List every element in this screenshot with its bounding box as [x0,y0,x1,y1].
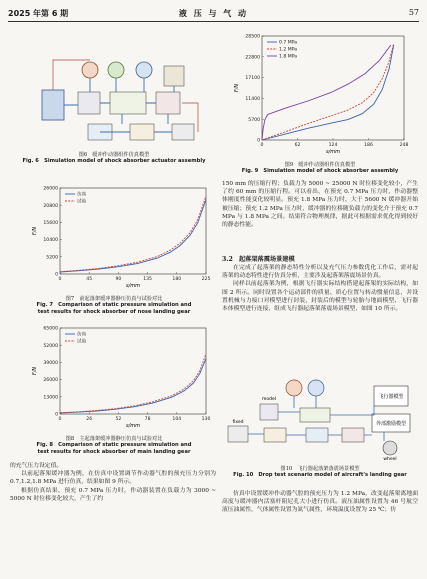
x-axis-label: s/mm [125,283,141,289]
valve-block [78,92,100,114]
gas-source-icon [286,380,302,396]
x-tick-label: 0 [58,277,62,282]
series-line [60,196,206,272]
left-para-0: 的充气压力设定值。 [10,463,63,469]
y-tick-label: 5200 [46,255,58,261]
legend-label: 1.8 MPa [279,54,298,60]
fig7-caption-en1: Fig. 7 Comparison of static pressure simulation and [36,302,192,309]
left-para-1: 以前起落架缓冲器为例，在仿真中设置调节作动器气腔的预充压力分别为 0.7,1.2,1.8 MPa 进行仿真，结果如图 9 所示。 [10,471,216,486]
fig8-caption [10,436,218,455]
legend-label: 1.2 MPa [279,47,298,53]
fig7-chart [30,182,214,294]
wheel-icon [383,441,397,455]
oil-source-icon [308,380,324,396]
x-tick-label: 225 [201,277,211,282]
y-tick-label: 26000 [43,378,58,384]
gas-source [108,62,124,78]
y-tick-label: 17100 [245,76,260,82]
right-column-text-top [222,180,418,229]
left-para-2: 根据仿真结果，预充 0.7 MPa 压力时，作动器装置在负载力为 3000 ~ 5000 N 时位移变化较大，产生了约 [10,487,216,502]
y-tick-label: 22800 [245,55,260,61]
fig6-caption [10,152,218,165]
y-tick-label: 20800 [43,203,58,209]
fig8-chart [30,322,214,434]
series-line [60,354,206,413]
y-tick-label: 65000 [43,326,58,332]
ground-label: fixed [232,420,244,425]
model-block [260,404,278,420]
x-tick-label: 62 [294,143,301,148]
sensor-block [164,66,184,86]
issue-label: 2025 年第 6 期 [8,9,69,18]
ground-block [228,426,248,442]
page-header [8,6,419,20]
y-tick-label: 28500 [245,34,260,40]
right-para-3: 仿真中设置缓冲作动器气腔的预充压力为 1.2 MPa，改变起落架离地面高度与缓冲器内活塞杆阻尼孔大小进行仿真。液压油属性设置为 46 号航空液压油属性，气体属性设置为氮气属性，环境温度设置为 25 ℃；仿 [222,491,418,514]
legend-label: 仿真 [77,192,87,198]
fig9-caption-cn: 图9 缓冲作动器组件仿真模型 [284,162,356,168]
page-number: 57 [408,8,419,17]
aero-block [264,428,286,442]
right-para-1: 在完成了起落架的静态特性分析以及充气压力参数优化工作后，需对起落架的动态特性进行仿真分析，主要涉及起落架落震场景仿真。 [222,265,418,280]
fig10-caption-en: Fig. 10 Drop test scenario model of aircraft's landing gear [233,472,407,479]
excitation-label: 外部激励模型 [375,421,407,427]
fig6-diagram [28,30,206,150]
y-axis-label: F/N [32,226,38,236]
y-tick-label: 52000 [43,343,58,349]
x-tick-label: 45 [86,277,93,282]
mass-block [172,124,194,140]
fig7-caption-en2: test results for shock absorber of nose landing gear [37,308,191,315]
x-tick-label: 186 [364,143,373,148]
aircraft-model-label: 飞行器模型 [378,394,404,400]
x-tick-label: 130 [201,417,211,422]
fig10-diagram [224,376,418,462]
fig10-caption [222,466,418,479]
x-tick-label: 78 [144,417,151,422]
header-rule [8,21,419,22]
legend-label: 试验 [77,339,87,345]
cylinder-block [110,92,146,114]
x-tick-label: 248 [399,143,409,148]
oil-source [136,62,152,78]
right-column-text-mid [222,264,418,313]
orifice-block [130,124,154,140]
right-para-0: 150 mm 的压缩行程；负载力为 5000 ~ 25000 N 时位移变化较小，产生了约 60 mm 的压缩行程。可以看出，在预充 0.7 MPa 压力时，作动器整体刚度性能变化较明显。预充 1.8 MPa 压力时，大于 5600 N 缓冲器开始被压缩；预充 1.2 MPa 压力时，缓冲器的位移随负载力的变化介于预充 0.7 MPa 与 1.8 MPa 之间。结果符合物理规律，据此可根据需求优化得到较好的静态性能。 [222,181,418,229]
section-title: 3.2 起落架落震场景建模 [222,256,295,263]
accumulator-block [42,90,64,120]
legend-label: 试验 [77,199,87,205]
y-tick-label: 10400 [43,238,58,244]
series-line [60,358,206,413]
left-column-text [10,462,216,503]
x-tick-label: 90 [115,277,122,282]
model-label: model [261,397,277,402]
y-tick-label: 0 [55,272,58,278]
fig8-caption-en2: test results for shock absorber of main landing gear [37,448,191,455]
wheel-label: wheel [383,457,397,462]
x-tick-label: 0 [260,143,264,148]
fig6-caption-cn: 图6 缓冲作动器组件仿真模型 [78,152,150,158]
x-tick-label: 52 [115,417,122,422]
y-tick-label: 5700 [248,117,260,123]
damper-block [156,92,180,114]
y-tick-label: 0 [55,412,58,418]
x-tick-label: 0 [58,417,62,422]
y-tick-label: 0 [257,138,260,144]
right-column-text-bottom [222,490,418,515]
y-tick-label: 11400 [245,97,260,102]
x-tick-label: 104 [172,417,182,422]
fig9-chart [232,30,412,160]
y-tick-label: 13000 [43,395,58,401]
legend-label: 0.7 MPa [279,40,298,46]
fig9-caption [222,162,418,175]
journal-title: 液 压 与 气 动 [178,8,249,18]
fig7-caption-cn: 图7 前起落架缓冲器静压仿真与试验对比 [65,296,163,302]
x-tick-label: 135 [143,277,152,282]
x-tick-label: 26 [86,417,93,422]
mass-block [306,428,328,442]
force-block [342,428,364,442]
y-axis-label: F/N [234,83,240,93]
y-tick-label: 15600 [43,221,58,226]
fig9-caption-en: Fig. 9 Simulation model of shock absorber assembly [241,168,399,175]
x-axis-label: s/mm [125,423,141,429]
x-tick-label: 180 [172,277,182,282]
strut-block [300,408,330,422]
y-tick-label: 26000 [43,186,58,192]
y-tick-label: 39000 [43,361,58,366]
x-tick-label: 124 [328,143,338,148]
fig6-caption-en: Fig. 6 Simulation model of shock absorber actuator assembly [22,158,206,165]
fig7-caption [10,296,218,315]
fig8-caption-en1: Fig. 8 Comparison of static pressure simulation and [36,442,192,449]
x-axis-label: s/mm [325,149,341,155]
fig10-caption-cn: 图10 飞行器起落架落震场景模型 [280,466,360,472]
pressure-source [82,62,98,78]
legend-label: 仿真 [77,332,87,338]
series-line [60,200,206,272]
fig8-caption-cn: 图8 主起落架缓冲器静压仿真与试验对比 [65,436,163,442]
right-para-2: 同样以前起落架为例，根据飞行器实际结构搭建起落架的实际结构，如图 2 所示。同时设置各个运动部件的质量、质心位置与转动惯量信息，并设置机械与力接口对模型进行封装，封装后的模型与轮胎与地面模型、飞行器本体模型进行连接，组成飞行器起落架落震场景模型，如图 10 所示。 [222,281,418,313]
y-axis-label: F/N [32,366,38,376]
